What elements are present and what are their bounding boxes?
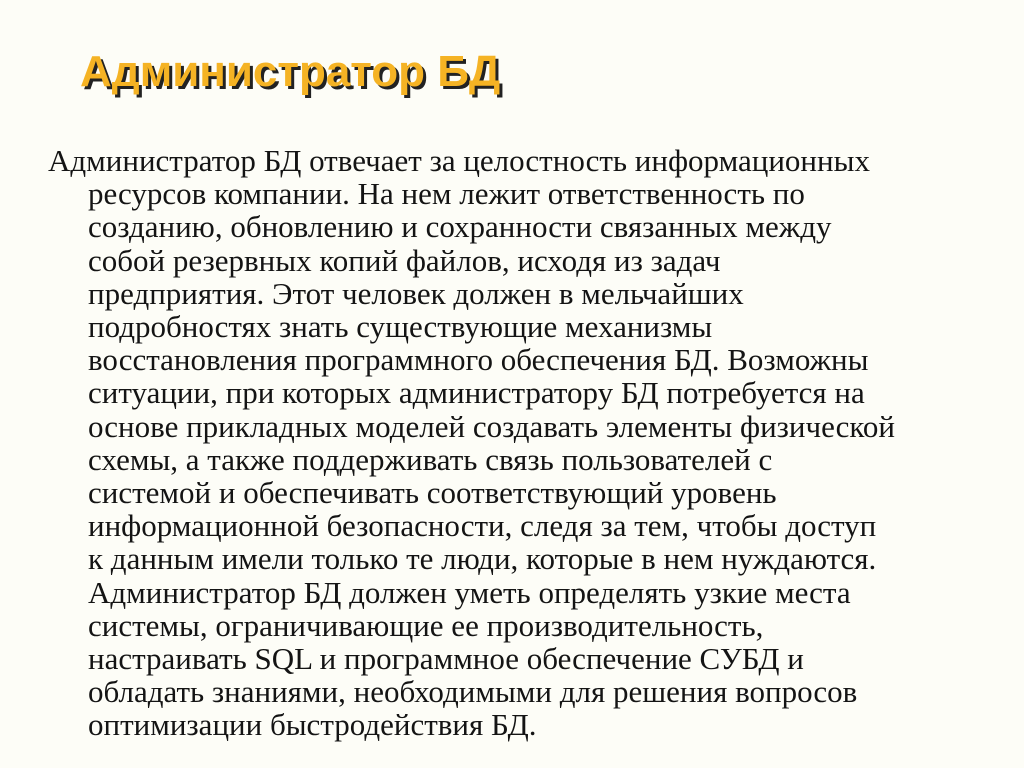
body-line: к данным имели только те люди, которые в нем нуждаются. [88,541,877,577]
body-line: собой резервных копий файлов, исходя из задач [88,242,721,278]
body-line: Администратор БД должен уметь определять узкие места [88,574,851,610]
body-line: настраивать SQL и программное обеспечение СУБД и [88,641,804,677]
body-line: созданию, обновлению и сохранности связанных между [88,209,832,245]
body-line: основе прикладных моделей создавать элементы физической [88,408,895,444]
body-line: восстановления программного обеспечения БД. Возможны [88,342,869,378]
body-line: обладать знаниями, необходимыми для решения вопросов [88,674,858,710]
slide-body [48,144,988,742]
body-line: системы, ограничивающие ее производительность, [88,607,764,643]
body-line: ресурсов компании. На нем лежит ответственность по [88,176,805,212]
body-line: информационной безопасности, следя за тем, чтобы доступ [88,508,877,544]
body-line: предприятия. Этот человек должен в мельчайших [88,275,744,311]
body-line: оптимизации быстродействия БД. [88,707,537,743]
slide-title: Администратор БД [80,47,501,96]
body-line: ситуации, при которых администратору БД потребуется на [88,375,865,411]
body-line: подробностях знать существующие механизмы [88,309,713,345]
body-line: Администратор БД отвечает за целостность информационных [48,143,870,178]
body-line: схемы, а также поддерживать связь пользователей с [88,441,773,477]
body-line: системой и обеспечивать соответствующий уровень [88,475,777,511]
